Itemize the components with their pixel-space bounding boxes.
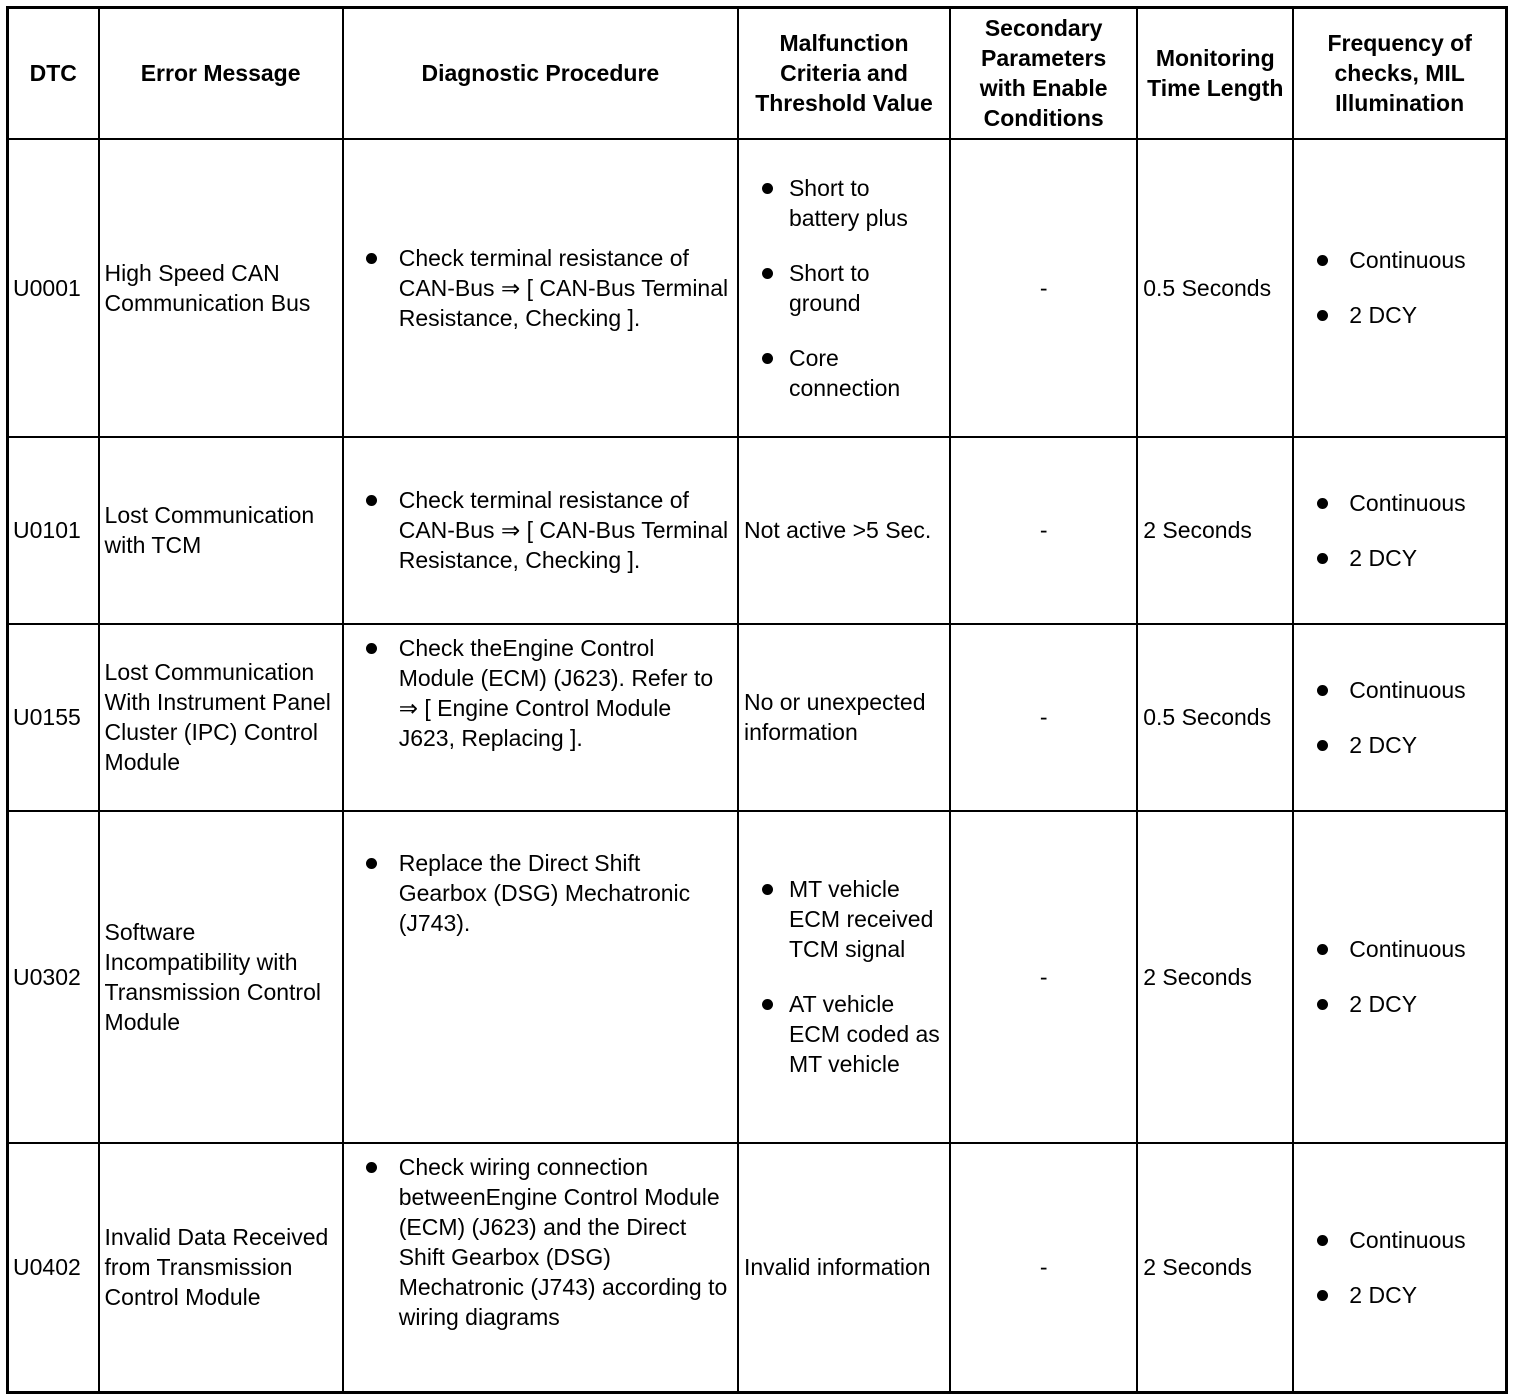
- frequency-item: Continuous: [1314, 934, 1500, 964]
- criteria-item: Short to battery plus: [759, 173, 944, 233]
- table-row: [8, 1143, 1507, 1393]
- monitoring-time: 2 Seconds: [1137, 437, 1293, 624]
- dtc-table: [6, 6, 1508, 1394]
- frequency: [1293, 1143, 1506, 1393]
- frequency-item: 2 DCY: [1314, 1280, 1500, 1310]
- monitoring-time: 0.5 Seconds: [1137, 139, 1293, 437]
- frequency-item: 2 DCY: [1314, 989, 1500, 1019]
- criteria-item: Core connection: [759, 343, 944, 403]
- diagnostic-procedure: [343, 624, 738, 811]
- table-row: [8, 437, 1507, 624]
- error-message: Lost Communication with TCM: [99, 437, 343, 624]
- diagnostic-procedure: [343, 139, 738, 437]
- header-malfunction-criteria: Malfunction Criteria and Threshold Value: [738, 8, 950, 139]
- frequency-item: 2 DCY: [1314, 300, 1500, 330]
- frequency-item: 2 DCY: [1314, 730, 1500, 760]
- header-frequency: Frequency of checks, MIL Illumination: [1293, 8, 1506, 139]
- malfunction-criteria: Not active >5 Sec.: [738, 437, 950, 624]
- criteria-item: MT vehicle ECM received TCM signal: [759, 874, 944, 964]
- malfunction-criteria: Invalid information: [738, 1143, 950, 1393]
- diagnostic-procedure: [343, 811, 738, 1143]
- header-row: [8, 8, 1507, 139]
- secondary-parameters: -: [950, 624, 1137, 811]
- error-message: High Speed CAN Communication Bus: [99, 139, 343, 437]
- procedure-step: Check terminal resistance of CAN-Bus ⇒ [ CAN-Bus Terminal Resistance, Checking ].: [344, 243, 732, 333]
- header-monitoring-time: Monitoring Time Length: [1137, 8, 1293, 139]
- monitoring-time: 2 Seconds: [1137, 811, 1293, 1143]
- header-dtc: DTC: [8, 8, 99, 139]
- secondary-parameters: -: [950, 1143, 1137, 1393]
- dtc-code: U0402: [8, 1143, 99, 1393]
- dtc-code: U0101: [8, 437, 99, 624]
- secondary-parameters: -: [950, 811, 1137, 1143]
- criteria-item: Short to ground: [759, 258, 944, 318]
- procedure-step: Check terminal resistance of CAN-Bus ⇒ [ CAN-Bus Terminal Resistance, Checking ].: [344, 485, 732, 575]
- secondary-parameters: -: [950, 139, 1137, 437]
- table-row: [8, 624, 1507, 811]
- frequency-item: Continuous: [1314, 1225, 1500, 1255]
- dtc-code: U0001: [8, 139, 99, 437]
- error-message: Invalid Data Received from Transmission Control Module: [99, 1143, 343, 1393]
- table-row: [8, 811, 1507, 1143]
- secondary-parameters: -: [950, 437, 1137, 624]
- procedure-step: Check wiring connection betweenEngine Control Module (ECM) (J623) and the Direct Shift Gearbox (DSG) Mechatronic (J743) according to wiring diagrams: [344, 1152, 732, 1332]
- header-error-message: Error Message: [99, 8, 343, 139]
- procedure-step: Check theEngine Control Module (ECM) (J623). Refer to ⇒ [ Engine Control Module J623, Replacing ].: [344, 633, 732, 753]
- procedure-step: Replace the Direct Shift Gearbox (DSG) Mechatronic (J743).: [344, 848, 732, 938]
- frequency: [1293, 624, 1506, 811]
- malfunction-criteria: No or unexpected information: [738, 624, 950, 811]
- diagnostic-procedure: [343, 437, 738, 624]
- table-row: [8, 139, 1507, 437]
- frequency-item: Continuous: [1314, 488, 1500, 518]
- error-message: Lost Communication With Instrument Panel Cluster (IPC) Control Module: [99, 624, 343, 811]
- monitoring-time: 2 Seconds: [1137, 1143, 1293, 1393]
- frequency-item: Continuous: [1314, 245, 1500, 275]
- header-diagnostic-procedure: Diagnostic Procedure: [343, 8, 738, 139]
- frequency: [1293, 139, 1506, 437]
- frequency-item: Continuous: [1314, 675, 1500, 705]
- dtc-code: U0302: [8, 811, 99, 1143]
- monitoring-time: 0.5 Seconds: [1137, 624, 1293, 811]
- header-secondary-parameters: Secondary Parameters with Enable Conditions: [950, 8, 1137, 139]
- criteria-item: AT vehicle ECM coded as MT vehicle: [759, 989, 944, 1079]
- frequency: [1293, 811, 1506, 1143]
- malfunction-criteria: [738, 811, 950, 1143]
- frequency-item: 2 DCY: [1314, 543, 1500, 573]
- diagnostic-procedure: [343, 1143, 738, 1393]
- error-message: Software Incompatibility with Transmission Control Module: [99, 811, 343, 1143]
- malfunction-criteria: [738, 139, 950, 437]
- dtc-code: U0155: [8, 624, 99, 811]
- frequency: [1293, 437, 1506, 624]
